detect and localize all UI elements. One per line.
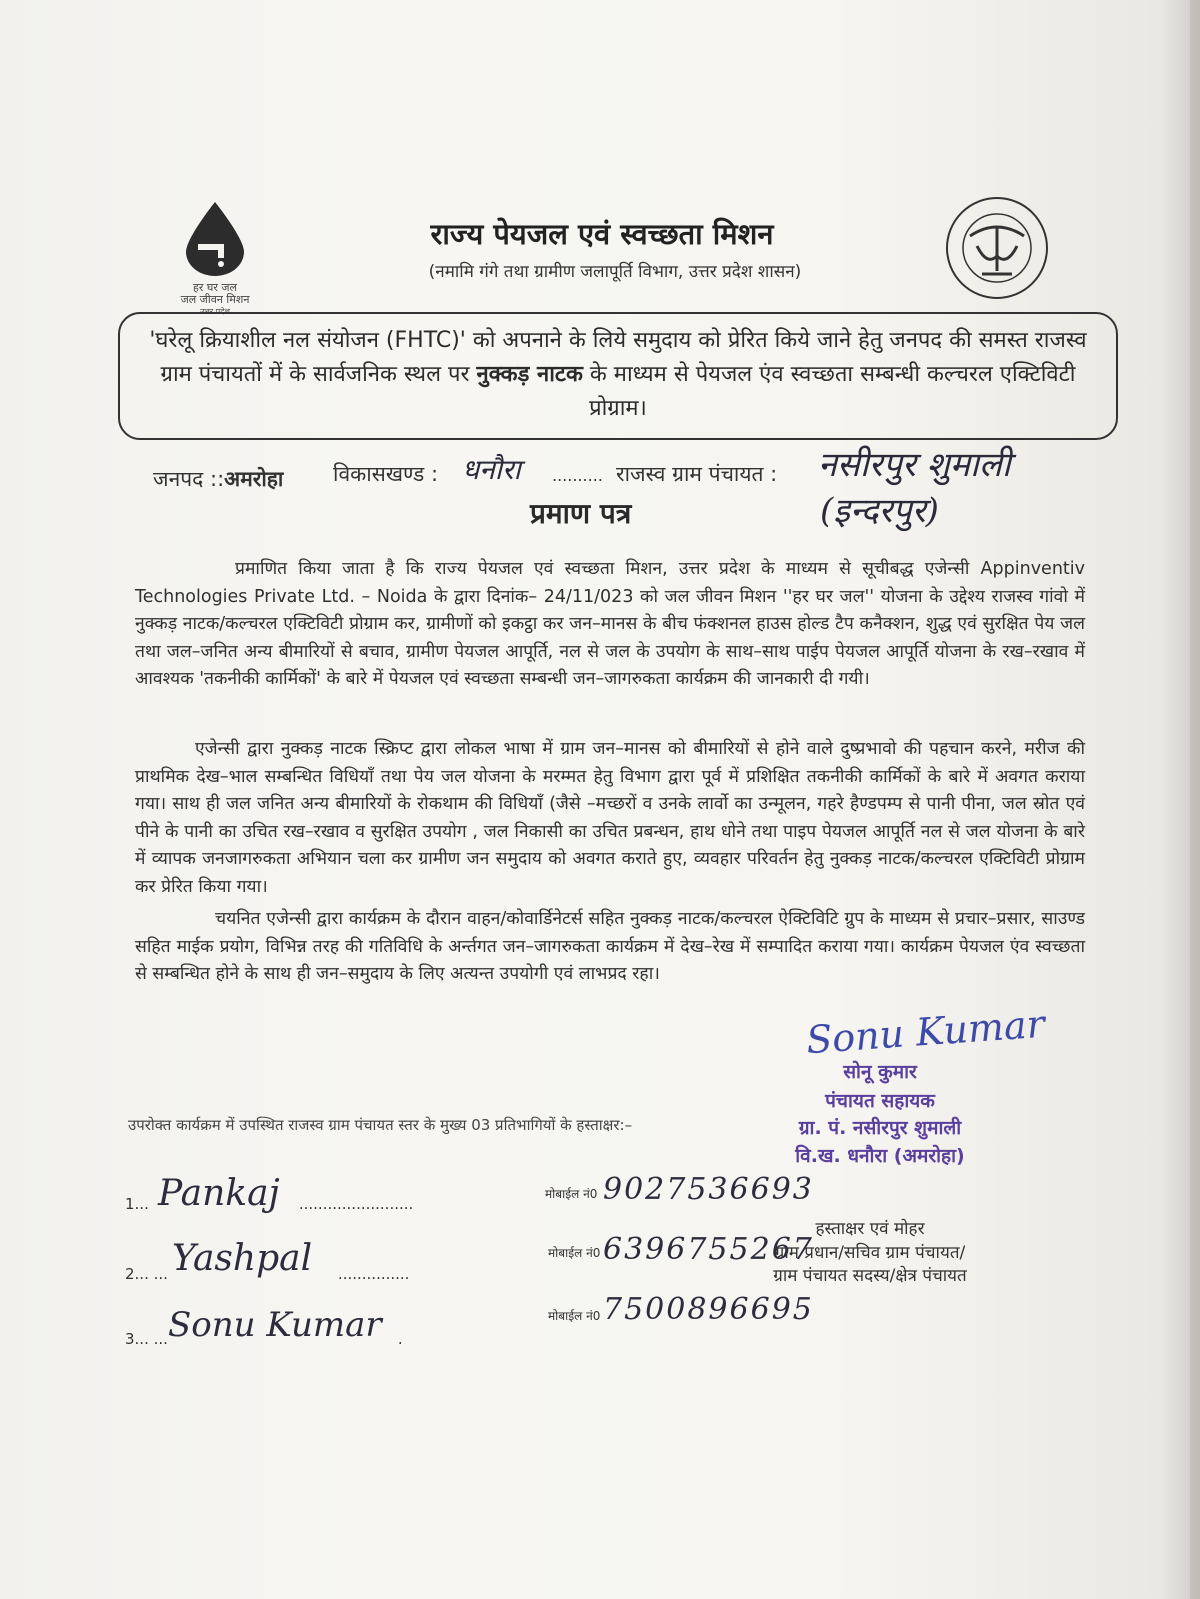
- dots-3: .: [397, 1330, 403, 1348]
- vikas-label: विकासखण्ड :: [333, 462, 439, 486]
- participant-signature-2: Yashpal: [172, 1238, 313, 1279]
- paper-edge-shadow: [1160, 0, 1200, 1599]
- official-gp: ग्रा. पं. नसीरपुर शुमाली: [798, 1117, 962, 1139]
- janpad-field: [153, 465, 283, 493]
- up-govt-emblem: [942, 196, 1072, 306]
- janpad-value: अमरोहा: [224, 467, 284, 491]
- state-seal-icon: [942, 196, 1072, 306]
- mission-title: राज्य पेयजल एवं स्वच्छता मिशन: [430, 217, 774, 251]
- dots-2: ...............: [337, 1265, 410, 1283]
- banner-bold: नुक्कड़ नाटक: [476, 362, 583, 387]
- vikas-value: धनौरा: [462, 453, 521, 486]
- logo-caption-2: जल जीवन मिशन: [180, 293, 250, 306]
- janpad-label: जनपद ::: [153, 467, 225, 491]
- mobile-number-2: 6396755267: [603, 1232, 814, 1267]
- mobile-number-1: 9027536693: [603, 1172, 814, 1207]
- document-title: प्रमाण पत्र: [530, 497, 632, 530]
- mobile-label-1: मोबाईल नं0: [545, 1187, 598, 1201]
- official-signature: Sonu Kumar: [804, 1001, 1047, 1063]
- vikas-dots: ..........: [552, 466, 603, 485]
- logo-caption-3: उत्तर प्रदेश: [200, 307, 230, 316]
- water-drop-icon: [180, 200, 250, 278]
- logo-caption-1: हर घर जल: [193, 281, 237, 294]
- line-number-2: 2... ...: [125, 1265, 168, 1283]
- mission-subtitle: (नमामि गंगे तथा ग्रामीण जलापूर्ति विभाग, उत्तर प्रदेश शासन): [428, 262, 802, 282]
- mobile-label-3: मोबाईल नं0: [548, 1309, 601, 1323]
- paragraph-1: प्रमाणित किया जाता है कि राज्य पेयजल एवं स्वच्छता मिशन, उत्तर प्रदेश के माध्यम से सूचीबद्ध एजेन्सी Appinventiv Technologies Private Ltd. – Noida के द्वारा दिनांक– 24/11/023 को जल जीवन मिशन ''हर घर जल'' योजना के उद्देश्य राजस्व गांवो में नुक्कड़ नाटक/कल्चरल एक्टिविटी प्रोग्राम कर, ग्रामीणों को इकट्ठा कर जन–मानस के बीच फंक्शनल हाउस होल्ड टैप कनैक्शन, शुद्ध एवं सुरक्षित पेय जल तथा जल–जनित अन्य बीमारियों से बचाव, ग्रामीण पेयजल आपूर्ति, नल से जल के उपयोग के साथ–साथ पाईप पेयजल आपूर्ति योजना के रख–रखाव में आवश्यक 'तकनीकी कार्मिकों' के बारे में पेयजल एवं स्वच्छता सम्बन्धी जन–जागरुकता कार्यक्रम की जानकारी दी गयी।: [135, 559, 1085, 689]
- program-banner: [118, 312, 1118, 440]
- banner-text-2: के माध्यम से पेयजल एंव स्वच्छता सम्बन्धी कल्चरल एक्टिविटी प्रोग्राम।: [582, 362, 1076, 421]
- paragraph-3: चयनित एजेन्सी द्वारा कार्यक्रम के दौरान वाहन/कोवार्डिनेटर्स सहित नुक्कड़ नाटक/कल्चरल ऐक्टिविटि ग्रुप के माध्यम से प्रचार–प्रसार, साउण्ड सहित माईक प्रयोग, विभिन्न तरह की गतिविधि के अर्न्तगत जन–जागरुकता कार्यक्रम में देख–रेख में सम्पादित कराया गया। कार्यक्रम पेयजल एंव स्वच्छता से सम्बन्धित होने के साथ ही जन–समुदाय के लिए अत्यन्त उपयोगी एवं लाभप्रद रहा।: [135, 909, 1085, 984]
- banner-text-1: 'घरेलू क्रियाशील नल संयोजन (FHTC)' को अपनाने के लिये समुदाय को प्रेरित किये जाने हेतु जनपद की समस्त राजस्व ग्राम पंचायतों में के सार्वजनिक स्थल पर: [149, 328, 1087, 387]
- member-note: ग्राम पंचायत सदस्य/क्षेत्र पंचायत: [773, 1266, 967, 1286]
- gram-panchayat-value: नसीरपुर शुमाली: [818, 445, 1011, 485]
- jal-jeevan-mission-logo: [160, 200, 270, 316]
- gram-panchayat-alt: (इन्दरपुर): [820, 491, 939, 531]
- dots-1: ........................: [298, 1195, 414, 1213]
- official-designation: पंचायत सहायक: [825, 1090, 935, 1112]
- mobile-label-2: मोबाईल नं0: [548, 1246, 601, 1260]
- participants-intro: उपरोक्त कार्यक्रम में उपस्थित राजस्व ग्राम पंचायत स्तर के मुख्य 03 प्रतिभागियों के हस्ताक्षर:–: [128, 1116, 633, 1134]
- pradhan-note: ग्राम प्रधान/सचिव ग्राम पंचायत/: [774, 1243, 966, 1263]
- official-name: सोनू कुमार: [843, 1061, 917, 1083]
- line-number-1: 1...: [125, 1195, 149, 1213]
- official-block: वि.ख. धनौरा (अमरोहा): [795, 1145, 965, 1167]
- participant-signature-3: Sonu Kumar: [168, 1305, 382, 1345]
- rajasva-label: राजस्व ग्राम पंचायत :: [616, 462, 778, 486]
- participant-signature-1: Pankaj: [158, 1173, 280, 1214]
- mobile-number-3: 7500896695: [603, 1292, 814, 1327]
- paragraph-2: एजेन्सी द्वारा नुक्कड़ नाटक स्क्रिप्ट द्वारा लोकल भाषा में ग्राम जन–मानस को बीमारियों से होने वाले दुष्प्रभावो की पहचान करने, मरीज की प्राथमिक देख–भाल सम्बन्धित विधियाँ तथा पेय जल योजना के मरम्मत हेतु विभाग द्वारा पूर्व में प्रशिक्षित तकनीकी कार्मिकों के बारे में अवगत कराया गया। साथ ही जल जनित अन्य बीमारियों के रोकथाम की विधियाँ (जैसे –मच्छरों व उनके लार्वो का उन्मूलन, गहरे हैण्डपम्प से पानी पीना, जल स्रोत एवं पीने के पानी का उचित रख–रखाव व सुरक्षित उपयोग , जल निकासी का उचित प्रबन्धन, हाथ धोने तथा पाइप पेयजल आपूर्ति नल से जल योजना के बारे में व्यापक जनजागरुकता अभियान चला कर ग्रामीण जन समुदाय को अवगत कराते हुए, व्यवहार परिवर्तन हेतु नुक्कड़ नाटक/कल्चरल एक्टिविटी प्रोग्राम कर प्रेरित किया गया।: [135, 739, 1085, 897]
- line-number-3: 3... ...: [125, 1330, 168, 1348]
- sign-seal-note: हस्ताक्षर एवं मोहर: [815, 1219, 925, 1239]
